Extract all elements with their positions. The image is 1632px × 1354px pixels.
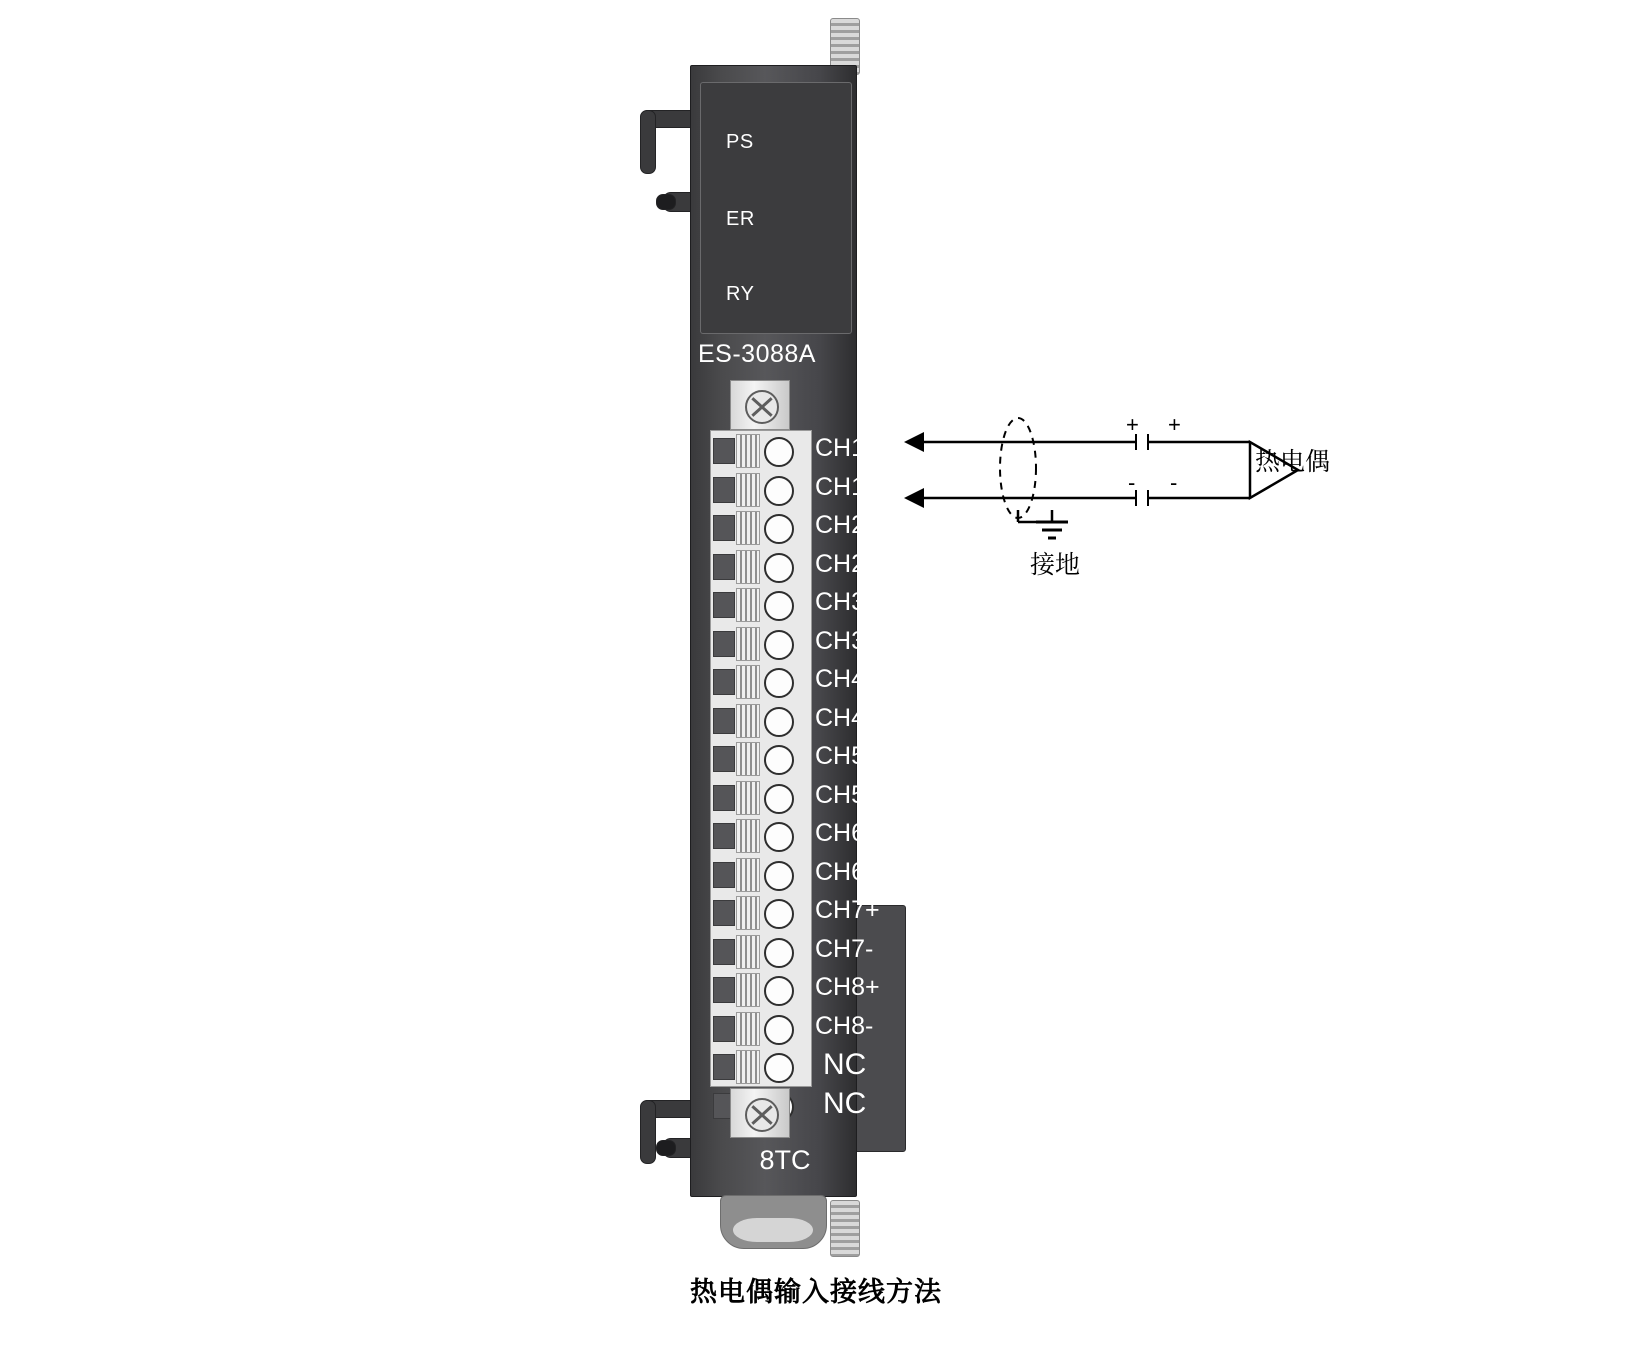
led-label-ry: RY <box>726 283 755 305</box>
terminal-row <box>711 739 880 778</box>
terminal-row <box>711 932 874 971</box>
terminal-block <box>710 430 880 1120</box>
wiring-diagram <box>900 400 1420 640</box>
polarity-sensor-plus: + <box>1168 412 1181 437</box>
terminal-hole-icon <box>764 668 794 698</box>
thermocouple-label: 热电偶 <box>1255 448 1331 476</box>
terminal-label: CH5+ <box>815 742 880 770</box>
terminal-label: CH8+ <box>815 973 880 1001</box>
terminal-fins <box>736 627 760 661</box>
terminal-row <box>711 1009 874 1048</box>
terminal-clamp <box>713 1016 735 1042</box>
mounting-clip-bottom-nub-inner <box>656 1140 676 1156</box>
terminal-clamp <box>713 1054 735 1080</box>
terminal-hole-icon <box>764 476 794 506</box>
terminal-fins <box>736 1050 760 1084</box>
terminal-hole-icon <box>764 976 794 1006</box>
terminal-hole-icon <box>764 938 794 968</box>
terminal-hole-icon <box>764 707 794 737</box>
screw-head-icon <box>745 390 779 424</box>
terminal-label: CH4+ <box>815 665 880 693</box>
terminal-row <box>711 778 874 817</box>
terminal-clamp <box>713 746 735 772</box>
polarity-sensor-minus: - <box>1170 470 1178 495</box>
terminal-label: CH5- <box>815 780 874 809</box>
led-label-ps: PS <box>726 131 754 153</box>
led-indicator-window <box>700 82 852 334</box>
terminal-fins <box>736 511 760 545</box>
terminal-label: CH7+ <box>815 896 880 924</box>
terminal-label: CH6- <box>815 857 874 886</box>
terminal-clamp <box>713 438 735 464</box>
terminal-fins <box>736 742 760 776</box>
terminal-fins <box>736 588 760 622</box>
terminal-label: CH2+ <box>815 511 880 539</box>
terminal-clamp <box>713 939 735 965</box>
terminal-label: NC <box>823 1048 867 1081</box>
terminal-row <box>711 431 880 470</box>
polarity-shield-plus: + <box>1126 412 1139 437</box>
mounting-clip-top-vertical <box>640 110 656 174</box>
arrowhead-positive <box>904 432 924 452</box>
terminal-screw-top <box>730 380 790 430</box>
terminal-row <box>711 470 874 509</box>
terminal-hole-icon <box>764 1053 794 1083</box>
module-bottom-cap-inner <box>733 1218 813 1242</box>
terminal-label: CH2- <box>815 549 874 578</box>
terminal-clamp <box>713 477 735 503</box>
terminal-row <box>711 585 880 624</box>
terminal-clamp <box>713 554 735 580</box>
terminal-label: CH1+ <box>815 434 880 462</box>
terminal-clamp <box>713 515 735 541</box>
terminal-hole-icon <box>764 784 794 814</box>
terminal-row <box>711 508 880 547</box>
terminal-fins <box>736 704 760 738</box>
terminal-hole-icon <box>764 437 794 467</box>
terminal-clamp <box>713 669 735 695</box>
terminal-fins <box>736 434 760 468</box>
terminal-row <box>711 547 874 586</box>
connector-pin-bottom <box>830 1200 860 1257</box>
terminal-fins <box>736 858 760 892</box>
mounting-clip-bottom-vertical <box>640 1100 656 1164</box>
ground-label: 接地 <box>1030 551 1081 579</box>
shield-outline <box>1000 418 1036 518</box>
terminal-fins <box>736 781 760 815</box>
terminal-label: CH7- <box>815 934 874 963</box>
terminal-fins <box>736 973 760 1007</box>
module-bottom-cap <box>720 1195 827 1249</box>
terminal-fins <box>736 819 760 853</box>
terminal-row <box>711 855 874 894</box>
terminal-fins <box>736 665 760 699</box>
terminal-clamp <box>713 977 735 1003</box>
terminal-clamp <box>713 592 735 618</box>
terminal-clamp <box>713 785 735 811</box>
terminal-hole-icon <box>764 630 794 660</box>
led-label-er: ER <box>726 208 755 230</box>
terminal-fins <box>736 896 760 930</box>
terminal-screw-bottom <box>730 1088 790 1138</box>
terminal-row <box>711 816 880 855</box>
terminal-label: CH4- <box>815 703 874 732</box>
terminal-fins <box>736 550 760 584</box>
terminal-label: CH8- <box>815 1011 874 1040</box>
terminal-hole-icon <box>764 822 794 852</box>
arrowhead-negative <box>904 488 924 508</box>
terminal-hole-icon <box>764 1015 794 1045</box>
terminal-clamp <box>713 823 735 849</box>
terminal-clamp <box>713 708 735 734</box>
terminal-fins <box>736 935 760 969</box>
terminal-row <box>711 1047 867 1086</box>
terminal-hole-icon <box>764 899 794 929</box>
terminal-row <box>711 893 880 932</box>
terminal-label: NC <box>823 1086 867 1120</box>
screw-head-icon <box>745 1098 779 1132</box>
wiring-diagram-svg <box>900 400 1420 640</box>
terminal-label: CH6+ <box>815 819 880 847</box>
module-bottom-label: 8TC <box>759 1145 811 1175</box>
terminal-hole-icon <box>764 553 794 583</box>
terminal-label: CH3- <box>815 626 874 655</box>
terminal-fins <box>736 473 760 507</box>
terminal-hole-icon <box>764 861 794 891</box>
terminal-row <box>711 624 874 663</box>
module-model-label: ES-3088A <box>698 340 816 368</box>
terminal-fins <box>736 1012 760 1046</box>
terminal-row <box>711 970 880 1009</box>
mounting-clip-top-nub-inner <box>656 194 676 210</box>
terminal-hole-icon <box>764 514 794 544</box>
terminal-clamp <box>713 862 735 888</box>
terminal-hole-icon <box>764 745 794 775</box>
terminal-row <box>711 701 874 740</box>
terminal-row <box>711 662 880 701</box>
polarity-shield-minus: - <box>1128 470 1136 495</box>
terminal-label: CH1- <box>815 472 874 501</box>
terminal-label: CH3+ <box>815 588 880 616</box>
figure-title: 热电偶输入接线方法 <box>690 1277 942 1307</box>
terminal-clamp <box>713 900 735 926</box>
terminal-hole-icon <box>764 591 794 621</box>
terminal-clamp <box>713 631 735 657</box>
